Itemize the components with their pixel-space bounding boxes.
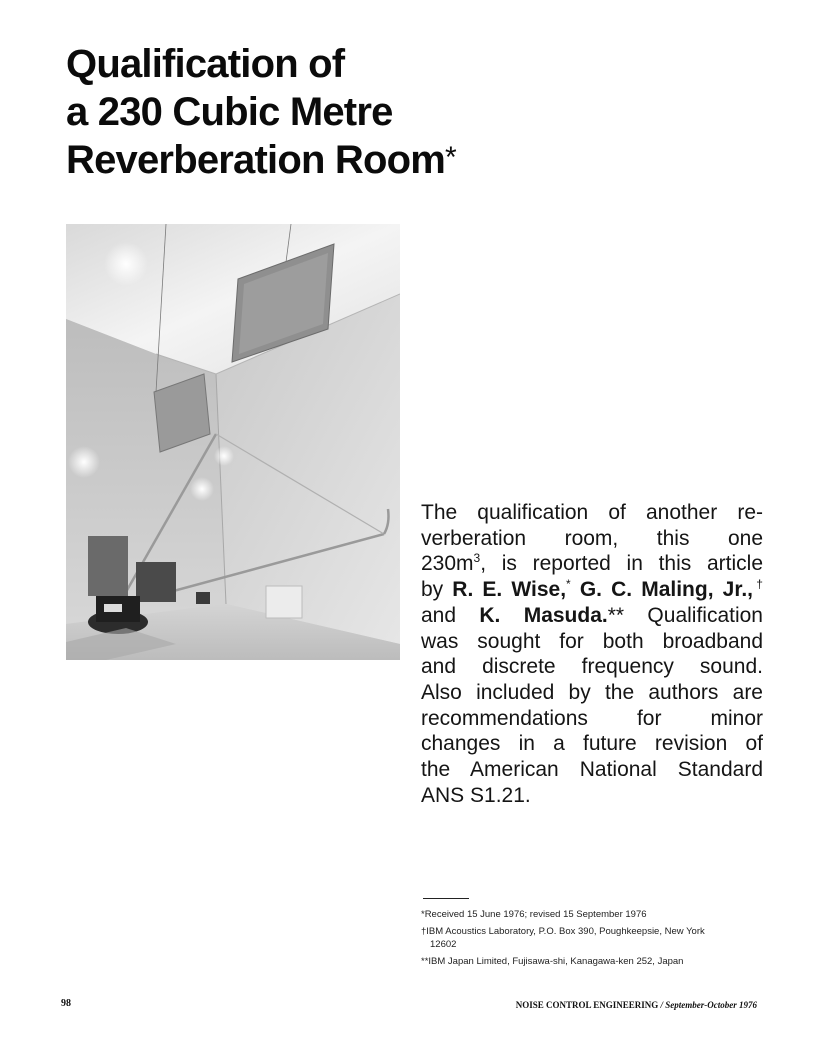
abstract-line-5 xyxy=(421,603,763,629)
title-line-2: a 230 Cubic Metre xyxy=(66,90,393,134)
title-line-3 xyxy=(66,136,586,184)
footnote-ibm-japan: **IBM Japan Limited, Fujisawa-shi, Kanagawa-ken 252, Japan xyxy=(421,956,684,967)
footnote-ibm-acoustics-line-1: †IBM Acoustics Laboratory, P.O. Box 390, Poughkeepsie, New York xyxy=(421,926,705,937)
abstract-line-8: Also included by the authors are xyxy=(421,680,763,704)
footnote-ibm-acoustics xyxy=(421,925,766,951)
abstract-volume-exponent: 3 xyxy=(473,551,481,566)
reverberation-room-photo xyxy=(66,224,400,660)
footnote-received: *Received 15 June 1976; revised 15 September 1976 xyxy=(421,909,647,920)
journal-issue: / September-October 1976 xyxy=(658,1000,757,1010)
abstract-line-10: changes in a future revision of xyxy=(421,732,763,756)
article-abstract xyxy=(421,500,763,808)
abstract-by: by xyxy=(421,578,453,602)
author-masuda-mark: ** xyxy=(607,603,625,627)
author-masuda: K. Masuda. xyxy=(479,603,608,627)
article-title xyxy=(66,40,586,184)
abstract-line-6: was sought for both broadband xyxy=(421,629,763,653)
abstract-volume: 230m xyxy=(421,552,474,576)
abstract-line-1: The qualification of another re- xyxy=(421,501,763,524)
abstract-line-7: and discrete frequency sound. xyxy=(421,655,763,679)
abstract-line-4 xyxy=(421,577,763,603)
title-line-3-text: Reverberation Room xyxy=(66,138,446,182)
footnote-ibm-acoustics-line-2: 12602 xyxy=(430,939,457,950)
abstract-line-2: verberation room, this one xyxy=(421,526,763,550)
footnote-divider xyxy=(423,898,469,899)
abstract-and: and xyxy=(421,603,480,627)
abstract-line-3 xyxy=(421,551,763,577)
author-wise-mark: * xyxy=(566,577,571,592)
journal-name: NOISE CONTROL ENGINEERING xyxy=(515,1000,659,1010)
abstract-line-5-rest: Qualification xyxy=(624,603,763,627)
journal-footer xyxy=(484,1000,757,1010)
abstract-line-9: recommendations for minor xyxy=(421,706,763,730)
reverberation-room-photo-icon xyxy=(66,224,400,660)
footnotes xyxy=(421,908,766,972)
abstract-line-11: the American National Standard xyxy=(421,758,763,782)
author-maling: G. C. Maling, Jr., xyxy=(570,578,754,602)
abstract-line-12: ANS S1.21. xyxy=(421,783,531,807)
abstract-line-3-rest: , is reported in this article xyxy=(480,552,763,576)
author-wise: R. E. Wise, xyxy=(452,578,567,602)
title-line-1: Qualification of xyxy=(66,42,345,86)
author-maling-mark: † xyxy=(753,577,763,592)
title-asterisk: * xyxy=(445,141,456,174)
page-number: 98 xyxy=(61,998,71,1009)
